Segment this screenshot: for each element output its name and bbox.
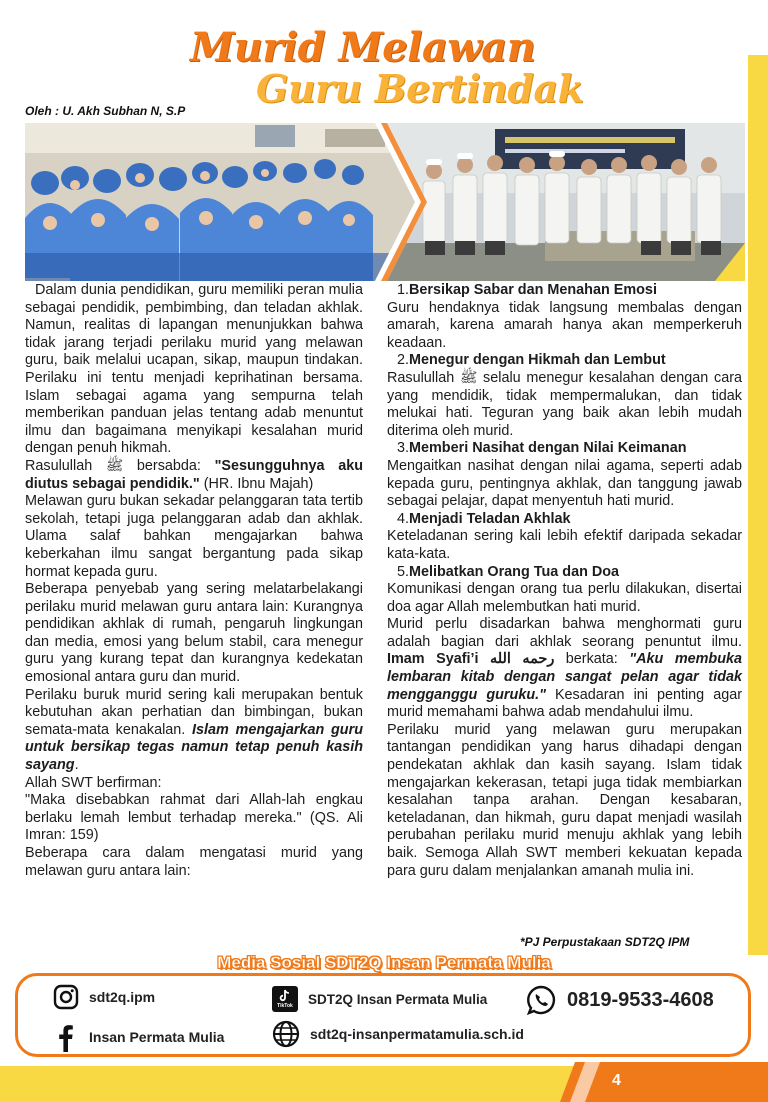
facebook-link[interactable] — [53, 1022, 224, 1052]
tiktok-icon — [272, 986, 298, 1012]
footer-band — [0, 1062, 768, 1102]
facebook-icon — [53, 1022, 79, 1052]
tip-body-2: Rasulullah ﷺ selalu menegur kesalahan dengan cara yang mendidik, tidak mempermalukan, dan tidak melukai hati. Teguran yang baik akan lebih mudah diterima oleh murid. — [387, 369, 742, 439]
paragraph-behavior: Perilaku buruk murid sering kali merupakan bentuk kebutuhan akan perhatian dan bimbingan, bukan semata-mata kenakalan. Islam mengajarkan guru untuk bersikap tegas namun tetap penuh kasih sayang. — [25, 686, 363, 774]
paragraph-ways: Beberapa cara dalam mengatasi murid yang melawan guru antara lain: — [25, 845, 363, 879]
imam-quote: "Aku membuka lembaran kitab dengan sangat pelan agar tidak mengganggu guruku." — [387, 651, 742, 703]
hadith-quote: "Sesungguhnya aku diutus sebagai pendidik." — [25, 457, 363, 492]
whatsapp-icon — [525, 984, 557, 1016]
tip-heading-2: 2.Menegur dengan Hikmah dan Lembut — [397, 352, 666, 369]
intro-paragraph: Dalam dunia pendidikan, guru memiliki peran mulia sebagai pendidik, pembimbing, dan teladan akhlak. Namun, realitas di lapangan menunjukkan bahwa tidak jarang terjadi perilaku murid yang melawan guru, baik melalui ucapan, sikap, maupun tindakan. Perilaku ini tentu menjadi keprihatinan bersama. Islam sebagai agama yang sempurna telah memberikan panduan jelas tentang adab menuntut ilmu dan bagaimana menyikapi kesalahan murid dengan penuh hikmah. — [25, 282, 363, 457]
hadith-paragraph: Rasulullah ﷺ bersabda: "Sesungguhnya aku diutus sebagai pendidik." (HR. Ibnu Majah) — [25, 457, 363, 492]
website-link[interactable] — [272, 1020, 524, 1048]
imam-name: Imam Syafi’i رحمه الله — [387, 651, 555, 668]
social-media-title: Media Sosial SDT2Q Insan Permata Mulia — [217, 953, 551, 972]
decorative-side-bar — [748, 55, 768, 955]
social-media-box — [15, 973, 751, 1057]
instagram-handle: sdt2q.ipm — [89, 989, 156, 1005]
instagram-icon — [53, 984, 79, 1010]
instagram-link[interactable] — [53, 984, 155, 1010]
tip-body-1: Guru hendaknya tidak langsung membalas dengan amarah, karena amarah hanya akan memperkeruh keadaan. — [387, 299, 742, 351]
emphasis-text: Islam mengajarkan guru untuk bersikap tegas namun tetap penuh kasih sayang — [25, 721, 363, 774]
paragraph-causes: Beberapa penyebab yang sering melatarbelakangi perilaku murid melawan guru antara lain: Kurangnya pendidikan akhlak di rumah, pengaruh lingkungan dan media, emosi yang belum stabil, cara menegur guru yang kurang tepat dan kurangnya kedekatan emosional antara guru dan murid. — [25, 581, 363, 686]
article-title-line1: Murid Melawan — [190, 24, 536, 71]
tiktok-logo-text: TikTok — [277, 1003, 293, 1009]
tip-heading-1: 1.Bersikap Sabar dan Menahan Emosi — [397, 282, 657, 298]
tip-body-5: Komunikasi dengan orang tua perlu dilakukan, disertai doa agar Allah melembutkan hati murid. — [387, 581, 742, 615]
quran-quote: "Maka disebabkan rahmat dari Allah-lah engkau berlaku lemah lembut terhadap mereka." (QS. Ali Imran: 159) — [25, 792, 363, 844]
website-url: sdt2q-insanpermatamulia.sch.id — [310, 1026, 524, 1042]
right-column — [387, 282, 742, 880]
header-photos — [25, 123, 745, 281]
tiktok-link[interactable] — [272, 986, 487, 1012]
paragraph-firman: Allah SWT berfirman: — [25, 774, 162, 791]
tip-heading-4: 4.Menjadi Teladan Akhlak — [397, 510, 571, 527]
globe-icon — [272, 1020, 300, 1048]
author-byline: Oleh : U. Akh Subhan N, S.P — [25, 104, 186, 118]
whatsapp-number: 0819-9533-4608 — [567, 988, 714, 1011]
whatsapp-link[interactable] — [525, 984, 714, 1016]
imam-syafii-paragraph: Murid perlu disadarkan bahwa menghormati guru adalah bagian dari akhlak seorang penuntut ilmu. Imam Syafi’i رحمه الله berkata: "Aku membuka lembaran kitab dengan sangat pelan agar tidak mengganggu guruku." Kesadaran ini penting agar murid memahami bahwa adab mendahului ilmu. — [387, 616, 742, 721]
closing-paragraph: Perilaku murid yang melawan guru merupakan tantangan pendidikan yang harus dihadapi dengan pendekatan akhlak dan kasih sayang. Islam tidak mengajarkan kekerasan, tetapi juga tidak membiarkan kesalahan tanpa arahan. Dengan kesabaran, keteladanan, dan hikmah, guru dapat menjadi wasilah perubahan perilaku murid menuju akhlak yang lebih baik. Semoga Allah SWT memberi kekuatan kepada para guru dalam menjalankan amanah mulia ini. — [387, 721, 742, 879]
left-column — [25, 282, 363, 880]
tiktok-handle: SDT2Q Insan Permata Mulia — [308, 991, 488, 1007]
signature: *PJ Perpustakaan SDT2Q IPM — [520, 935, 690, 949]
facebook-name: Insan Permata Mulia — [89, 1029, 225, 1045]
tip-heading-5: 5.Melibatkan Orang Tua dan Doa — [397, 563, 620, 580]
page-number: 4 — [612, 1072, 621, 1089]
tip-body-3: Mengaitkan nasihat dengan nilai agama, seperti adab kepada guru, pentingnya akhlak, dan tanggung jawab sebagai pelajar, dapat menyentuh hati murid. — [387, 457, 742, 510]
students-photo — [25, 123, 425, 281]
article-title-line2: Guru Bertindak — [256, 66, 584, 111]
tip-heading-3: 3.Memberi Nasihat dengan Nilai Keimanan — [397, 440, 687, 457]
tip-body-4: Keteladanan sering kali lebih efektif daripada sekadar kata-kata. — [387, 528, 742, 562]
paragraph-adab: Melawan guru bukan sekadar pelanggaran tata tertib sekolah, tetapi juga pelanggaran adab dan akhlak. Ulama salaf bahkan mengajarkan bahwa keberkahan ilmu sangat bergantung pada sikap hormat kepada guru. — [25, 493, 363, 580]
